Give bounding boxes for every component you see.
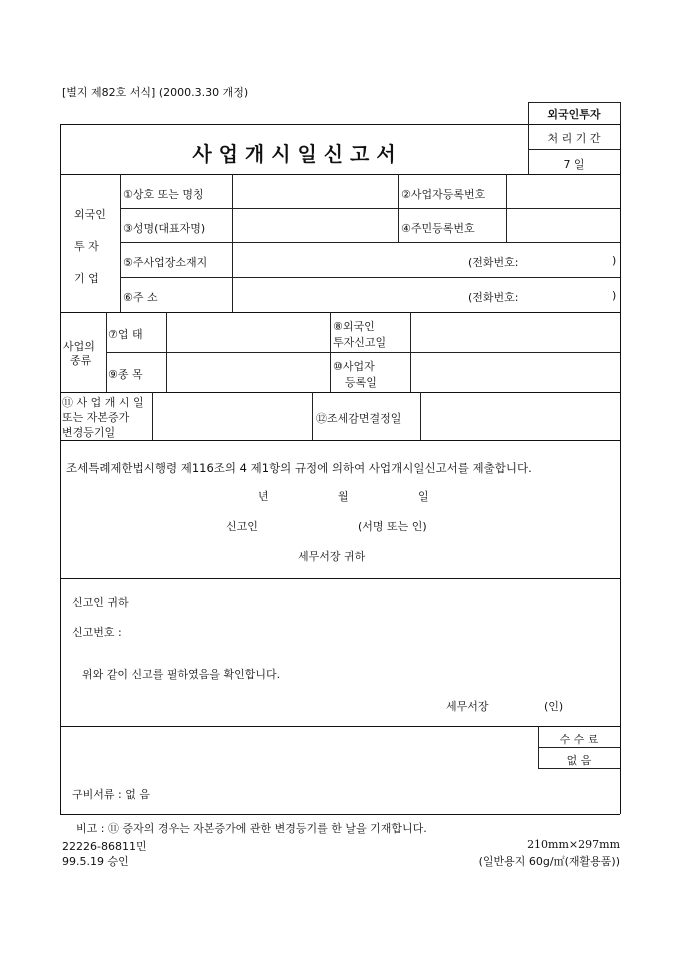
business-type-section-label-1: 사업의 — [63, 340, 95, 353]
business-reg-date-label-1: ⑩사업자 — [333, 360, 375, 373]
fee-value: 없 음 — [566, 754, 592, 767]
business-category-field[interactable] — [170, 318, 326, 346]
business-reg-date-label-2: 등록일 — [345, 376, 377, 389]
trade-name-label: ①상호 또는 명칭 — [123, 188, 204, 201]
business-reg-field[interactable] — [510, 180, 616, 204]
tax-office-label: 세무서장 — [446, 700, 489, 713]
footer-code: 22226-86811민 — [62, 840, 147, 853]
phone-label-1: (전화번호: — [468, 256, 519, 269]
investment-report-field[interactable] — [414, 318, 616, 346]
processing-category: 외국인투자 — [547, 108, 601, 121]
business-item-field[interactable] — [170, 358, 326, 386]
phone-close-2: ) — [612, 289, 617, 302]
footer-paper: (일반용지 60g/㎡(재활용품)) — [478, 855, 620, 868]
start-date-label-1: ⑪ 사 업 개 시 일 — [62, 396, 144, 409]
foreign-investor-section-label-2: 투 자 — [74, 240, 99, 253]
declaration-month: 월 — [338, 490, 349, 503]
footnote: 비고 : ⑪ 증자의 경우는 자본증가에 관한 변경등기를 한 날을 기재합니다. — [76, 822, 427, 835]
main-office-label: ⑤주사업장소재지 — [123, 256, 208, 269]
resident-reg-field[interactable] — [510, 214, 616, 238]
business-reg-label: ②사업자등록번호 — [401, 188, 486, 201]
reporter-label: 신고인 — [226, 520, 258, 533]
start-date-label-2: 또는 자본증가 — [62, 411, 130, 424]
trade-name-field[interactable] — [236, 180, 396, 204]
page-title: 사 업 개 시 일 신 고 서 — [192, 142, 396, 166]
report-number-label: 신고번호 : — [72, 626, 122, 639]
phone-close-1: ) — [612, 254, 617, 267]
phone-field-2[interactable] — [540, 284, 608, 306]
signature-label: (서명 또는 인) — [358, 520, 427, 533]
phone-label-2: (전화번호: — [468, 291, 519, 304]
investment-report-label-2: 투자신고일 — [333, 336, 387, 349]
declaration-addressee: 세무서장 귀하 — [298, 550, 366, 563]
address-label: ⑥주 소 — [123, 291, 158, 304]
business-type-section-label-2: 종류 — [70, 354, 92, 367]
tax-exempt-label: ⑫조세감면결정일 — [316, 412, 402, 425]
fee-label: 수 수 료 — [559, 733, 599, 746]
start-date-field[interactable] — [156, 398, 308, 434]
business-category-label: ⑦업 태 — [108, 328, 143, 341]
business-item-label: ⑨종 목 — [108, 368, 143, 381]
start-date-label-3: 변경등기일 — [62, 426, 116, 439]
investment-report-label-1: ⑧외국인 — [333, 320, 375, 333]
processing-period-label: 처 리 기 간 — [547, 132, 601, 145]
address-field[interactable] — [236, 283, 462, 307]
required-documents: 구비서류 : 없 음 — [72, 788, 150, 801]
confirmation-statement: 위와 같이 신고를 필하였음을 확인합니다. — [82, 668, 281, 681]
footer-size: 210mm×297mm — [527, 838, 620, 851]
form-number: [별지 제82호 서식] (2000.3.30 개정) — [62, 86, 249, 99]
confirmation-to: 신고인 귀하 — [72, 596, 129, 609]
reporter-name-field[interactable] — [262, 513, 352, 535]
footer-approval: 99.5.19 승인 — [62, 855, 129, 868]
declaration-day: 일 — [418, 490, 429, 503]
declaration-statement: 조세특례제한법시행령 제116조의 4 제1항의 규정에 의하여 사업개시일신고서를 제출합니다. — [66, 461, 532, 475]
foreign-investor-section-label-3: 기 업 — [74, 272, 99, 285]
declaration-year: 년 — [258, 490, 269, 503]
resident-reg-label: ④주민등록번호 — [401, 222, 475, 235]
seal-label: (인) — [544, 700, 564, 713]
report-number-field[interactable] — [140, 619, 340, 641]
representative-field[interactable] — [236, 214, 396, 238]
representative-label: ③성명(대표자명) — [123, 222, 206, 235]
foreign-investor-section-label-1: 외국인 — [74, 208, 106, 221]
main-office-field[interactable] — [236, 248, 462, 272]
phone-field-1[interactable] — [540, 249, 608, 271]
processing-period-value: 7 일 — [563, 158, 585, 171]
business-reg-date-field[interactable] — [414, 358, 616, 386]
tax-exempt-field[interactable] — [424, 398, 616, 434]
